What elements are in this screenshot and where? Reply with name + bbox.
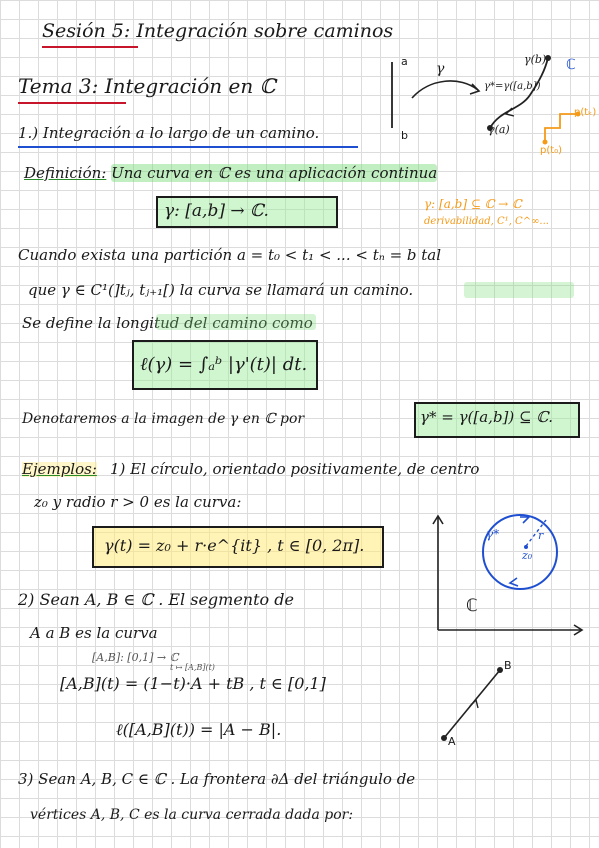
side-note-props: derivabilidad, C¹, C^∞... [424,216,549,227]
complex-plane-label: ℂ [566,57,576,73]
session-title: Sesión 5: Integración sobre caminos [42,20,394,42]
partition-line-1: Cuando exista una partición a = t₀ < t₁ < ... < tₙ = b tal [18,246,442,264]
orange-label-p-t0: p(t₀) [540,145,563,156]
curve-label-gamma-b: γ(b) [524,53,547,66]
side-note-map: γ: [a,b] ⊆ ℂ → ℂ [424,197,522,211]
segment-length: ℓ([A,B](t)) = |A − B|. [116,720,282,739]
curve-label-gamma-star: γ*=γ([a,b]) [484,81,541,92]
length-intro: Se define la longitud del camino como [22,314,313,332]
example2-line1: 2) Sean A, B ∈ ℂ . El segmento de [18,590,294,609]
orange-label-p-tk: p(tₖ) [574,107,597,118]
example1-line1: 1) El círculo, orientado positivamente, de centro [110,460,480,478]
image-formula: γ* = γ([a,b]) ⊆ ℂ. [420,408,554,426]
segment-formula: [A,B](t) = (1−t)·A + tB , t ∈ [0,1] [60,674,326,693]
definition-text: Una curva en ℂ es una aplicación continua [111,164,438,182]
partition-line-2-text: que γ ∈ C¹(]tⱼ, tⱼ₊₁[) la curva se llamará un camino. [28,281,414,299]
interval-label-b: b [401,129,408,142]
segment-label-B: B [504,659,512,672]
boxed-map-text: γ: [a,b] → ℂ. [164,201,269,221]
circle-plane-label: ℂ [466,596,478,616]
example3-line1: 3) Sean A, B, C ∈ ℂ . La frontera ∂Δ del triángulo de [18,770,416,788]
circle-label-r: r [538,529,544,542]
curve-label-gamma-a: γ(a) [488,123,510,136]
section1-heading: 1.) Integración a lo largo de un camino. [18,124,320,142]
image-intro: Denotaremos a la imagen de γ en ℂ por [22,411,305,427]
example2-small-map-2: t ↦ [A,B](t) [170,663,215,672]
segment-label-A: A [448,735,456,748]
example2-line2: A a B es la curva [30,624,158,642]
length-formula: ℓ(γ) = ∫ₐᵇ |γ'(t)| dt. [140,354,308,375]
map-label-gamma: γ [436,61,445,77]
example3-line2: vértices A, B, C es la curva cerrada dada por: [30,807,354,823]
interval-label-a: a [401,55,408,68]
definition-label-text: Definición: [24,164,107,182]
topic-title: Tema 3: Integración en ℂ [18,74,276,98]
example2-small-map: [A,B]: [0,1] → ℂ [92,651,179,664]
circle-label-gamma-star: γ* [486,527,500,541]
circle-label-z0: z₀ [522,549,533,562]
example1-line2: z₀ y radio r > 0 es la curva: [34,493,242,511]
examples-label: Ejemplos: [22,460,97,478]
circle-formula: γ(t) = z₀ + r·e^{it} , t ∈ [0, 2π]. [104,536,365,555]
